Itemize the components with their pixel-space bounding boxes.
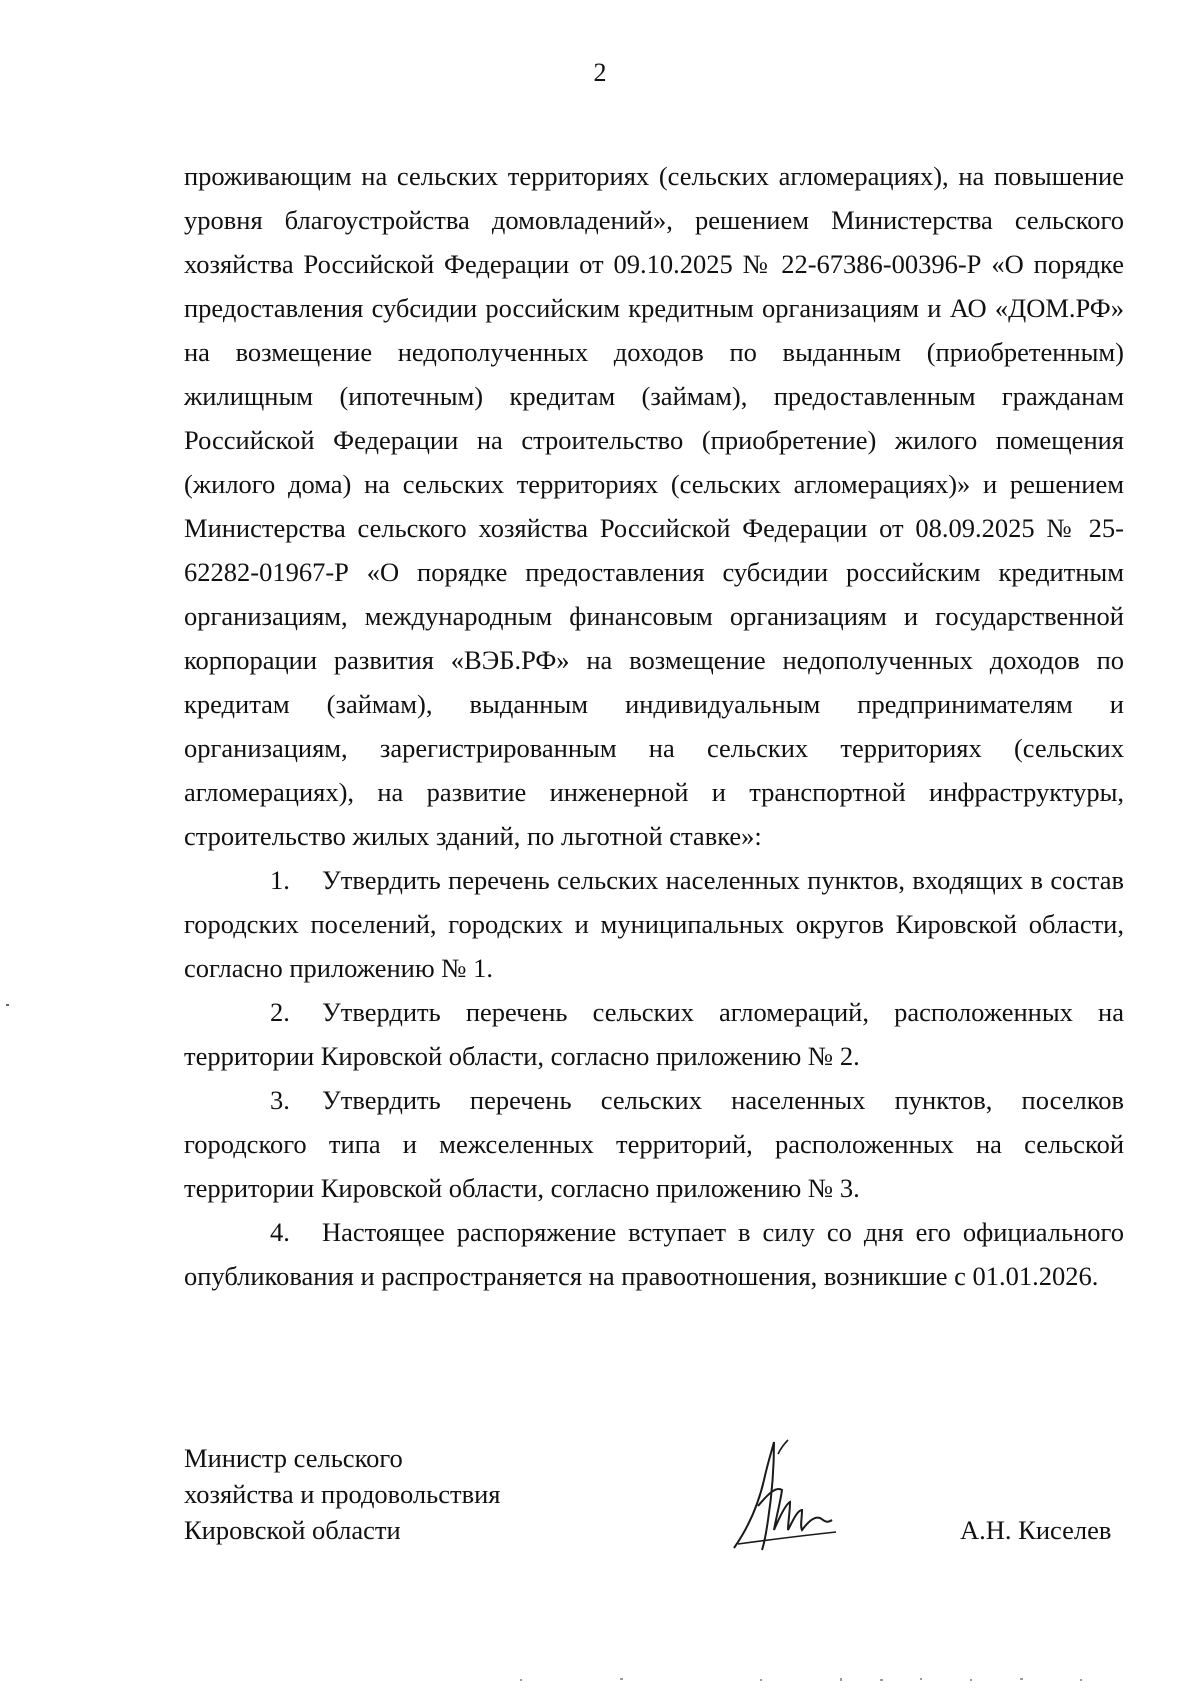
- item-text: Утвердить перечень сельских населенных пунктов, поселков городского типа и межселенных территорий, расположенных на сельской территории Кировской области, согласно приложению № 3.: [184, 1085, 1124, 1203]
- list-item: [184, 1078, 1124, 1210]
- list-item: [184, 1210, 1124, 1298]
- item-text: Утвердить перечень сельских населенных пунктов, входящих в состав городских поселений, городских и муниципальных округов Кировской области, согласно приложению № 1.: [184, 865, 1124, 983]
- signer-position-line: хозяйства и продовольствия: [184, 1479, 501, 1509]
- list-item: [184, 858, 1124, 990]
- signer-position-line: Министр сельского: [184, 1443, 403, 1473]
- intro-paragraph: проживающим на сельских территориях (сельских агломерациях), на повышение уровня благоустройства домовладений», решением Министерства сельского хозяйства Российской Федерации от 09.10.2025 № 22-67386-00396-Р «О порядке предоставления субсидии российским кредитным организациям и АО «ДОМ.РФ» на возмещение недополученных доходов по выданным (приобретенным) жилищным (ипотечным) кредитам (займам), предоставленным гражданам Российской Федерации на строительство (приобретение) жилого помещения (жилого дома) на сельских территориях (сельских агломерациях)» и решением Министерства сельского хозяйства Российской Федерации от 08.09.2025 № 25-62282-01967-Р «О порядке предоставления субсидии российским кредитным организациям, международным финансовым организациям и государственной корпорации развития «ВЭБ.РФ» на возмещение недополученных доходов по кредитам (займам), выданным индивидуальным предпринимателям и организациям, зарегистрированным на сельских территориях (сельских агломерациях), на развитие инженерной и транспортной инфраструктуры, строительство жилых зданий, по льготной ставке»:: [184, 161, 1124, 851]
- document-body: [184, 154, 1124, 1298]
- item-number: 4.: [270, 1217, 290, 1247]
- signer-position: [184, 1440, 500, 1548]
- item-text: Настоящее распоряжение вступает в силу со дня его официального опубликования и распространяется на правоотношения, возникшие с 01.01.2026.: [184, 1217, 1124, 1291]
- signer-position-line: Кировской области: [184, 1515, 401, 1545]
- scan-mark: [6, 1004, 9, 1006]
- signer-name: А.Н. Киселев: [960, 1515, 1112, 1545]
- item-text: Утвердить перечень сельских агломераций, расположенных на территории Кировской области, согласно приложению № 2.: [184, 997, 1124, 1071]
- scan-artifact: [500, 1676, 1120, 1684]
- page-number: 2: [593, 58, 607, 87]
- list-item: [184, 990, 1124, 1078]
- item-number: 3.: [270, 1085, 290, 1115]
- item-number: 2.: [270, 997, 290, 1027]
- handwritten-signature-icon: [728, 1436, 840, 1556]
- item-number: 1.: [270, 865, 290, 895]
